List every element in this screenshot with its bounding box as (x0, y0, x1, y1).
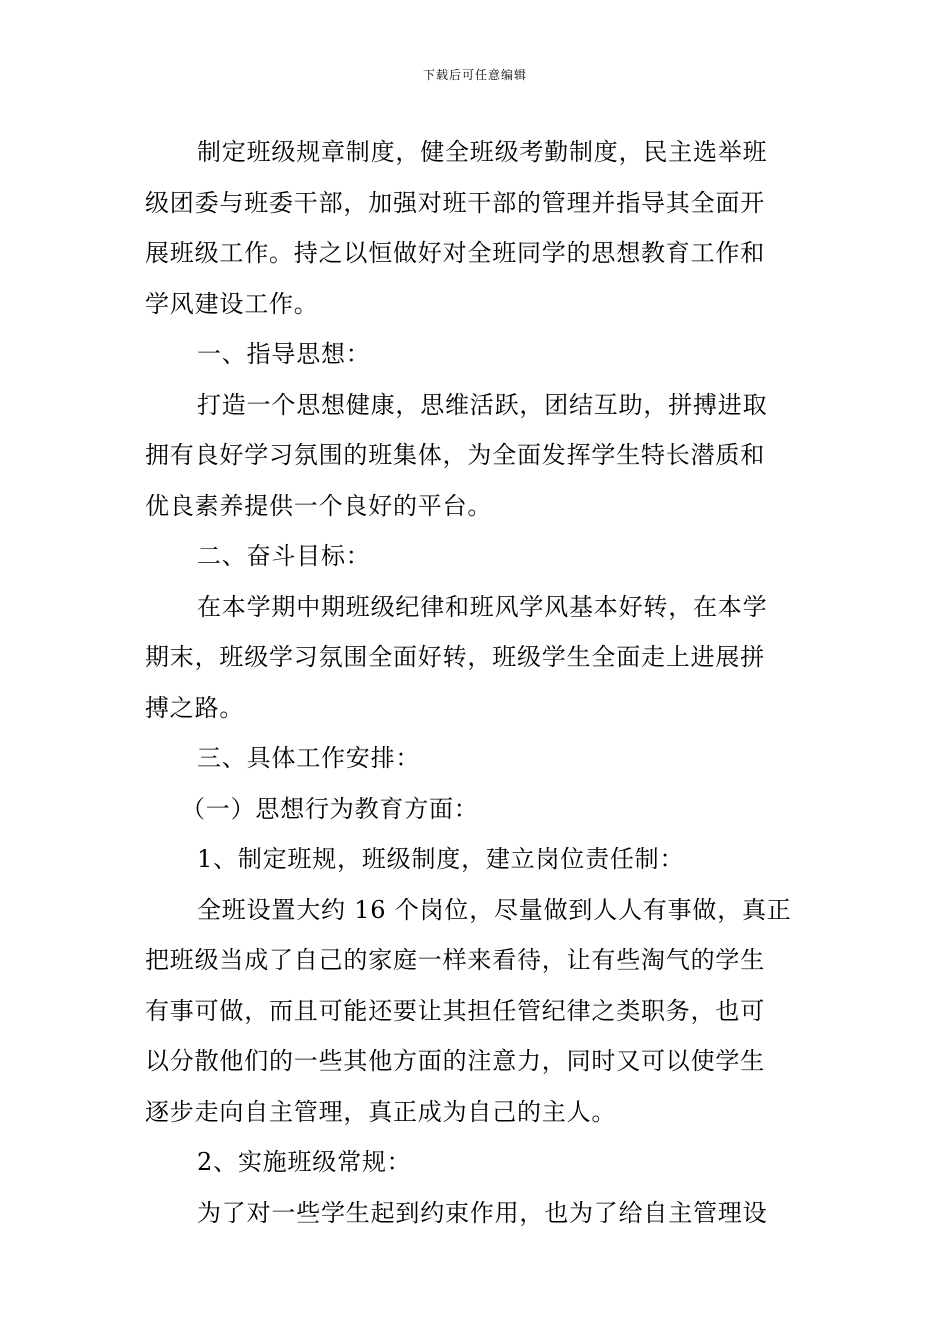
section-heading: 一、指导思想： (197, 340, 371, 368)
paragraph-line: 制定班级规章制度，健全班级考勤制度，民主选举班 (197, 138, 768, 166)
paragraph-line: 有事可做，而且可能还要让其担任管纪律之类职务，也可 (145, 996, 765, 1025)
section-heading: 三、具体工作安排： (197, 744, 421, 772)
paragraph-line: 全班设置大约 16 个岗位，尽量做到人人有事做，真正 (197, 895, 792, 924)
paragraph-line: 级团委与班委干部，加强对班干部的管理并指导其全面开 (145, 188, 765, 217)
paragraph-line: 优良素养提供一个良好的平台。 (145, 491, 493, 520)
paragraph-line: 拥有良好学习氛围的班集体，为全面发挥学生特长潜质和 (145, 441, 765, 469)
paragraph-line: 期末，班级学习氛围全面好转，班级学生全面走上进展拼 (145, 643, 765, 671)
paragraph-line: 为了对一些学生起到约束作用，也为了给自主管理设 (197, 1198, 768, 1227)
paragraph-line: 以分散他们的一些其他方面的注意力，同时又可以使学生 (145, 1047, 765, 1075)
paragraph-line: 搏之路。 (145, 693, 245, 722)
subsection-heading: （一）思想行为教育方面： (181, 794, 479, 823)
document-body (145, 127, 807, 1238)
item-heading: 2、实施班级常规： (197, 1148, 412, 1176)
page-header: 下载后可任意编辑 (422, 68, 527, 82)
paragraph-line: 打造一个思想健康，思维活跃，团结互助，拼搏进取 (197, 390, 768, 419)
paragraph-line: 逐步走向自主管理，真正成为自己的主人。 (145, 1097, 617, 1126)
paragraph-line: 学风建设工作。 (145, 289, 319, 318)
section-heading: 二、奋斗目标： (197, 542, 371, 570)
paragraph-line: 在本学期中期班级纪律和班风学风基本好转，在本学 (197, 592, 768, 621)
paragraph-line: 展班级工作。持之以恒做好对全班同学的思想教育工作和 (145, 239, 765, 267)
paragraph-line: 把班级当成了自己的家庭一样来看待，让有些淘气的学生 (145, 946, 765, 974)
item-heading: 1、制定班规，班级制度，建立岗位责任制： (197, 845, 685, 873)
